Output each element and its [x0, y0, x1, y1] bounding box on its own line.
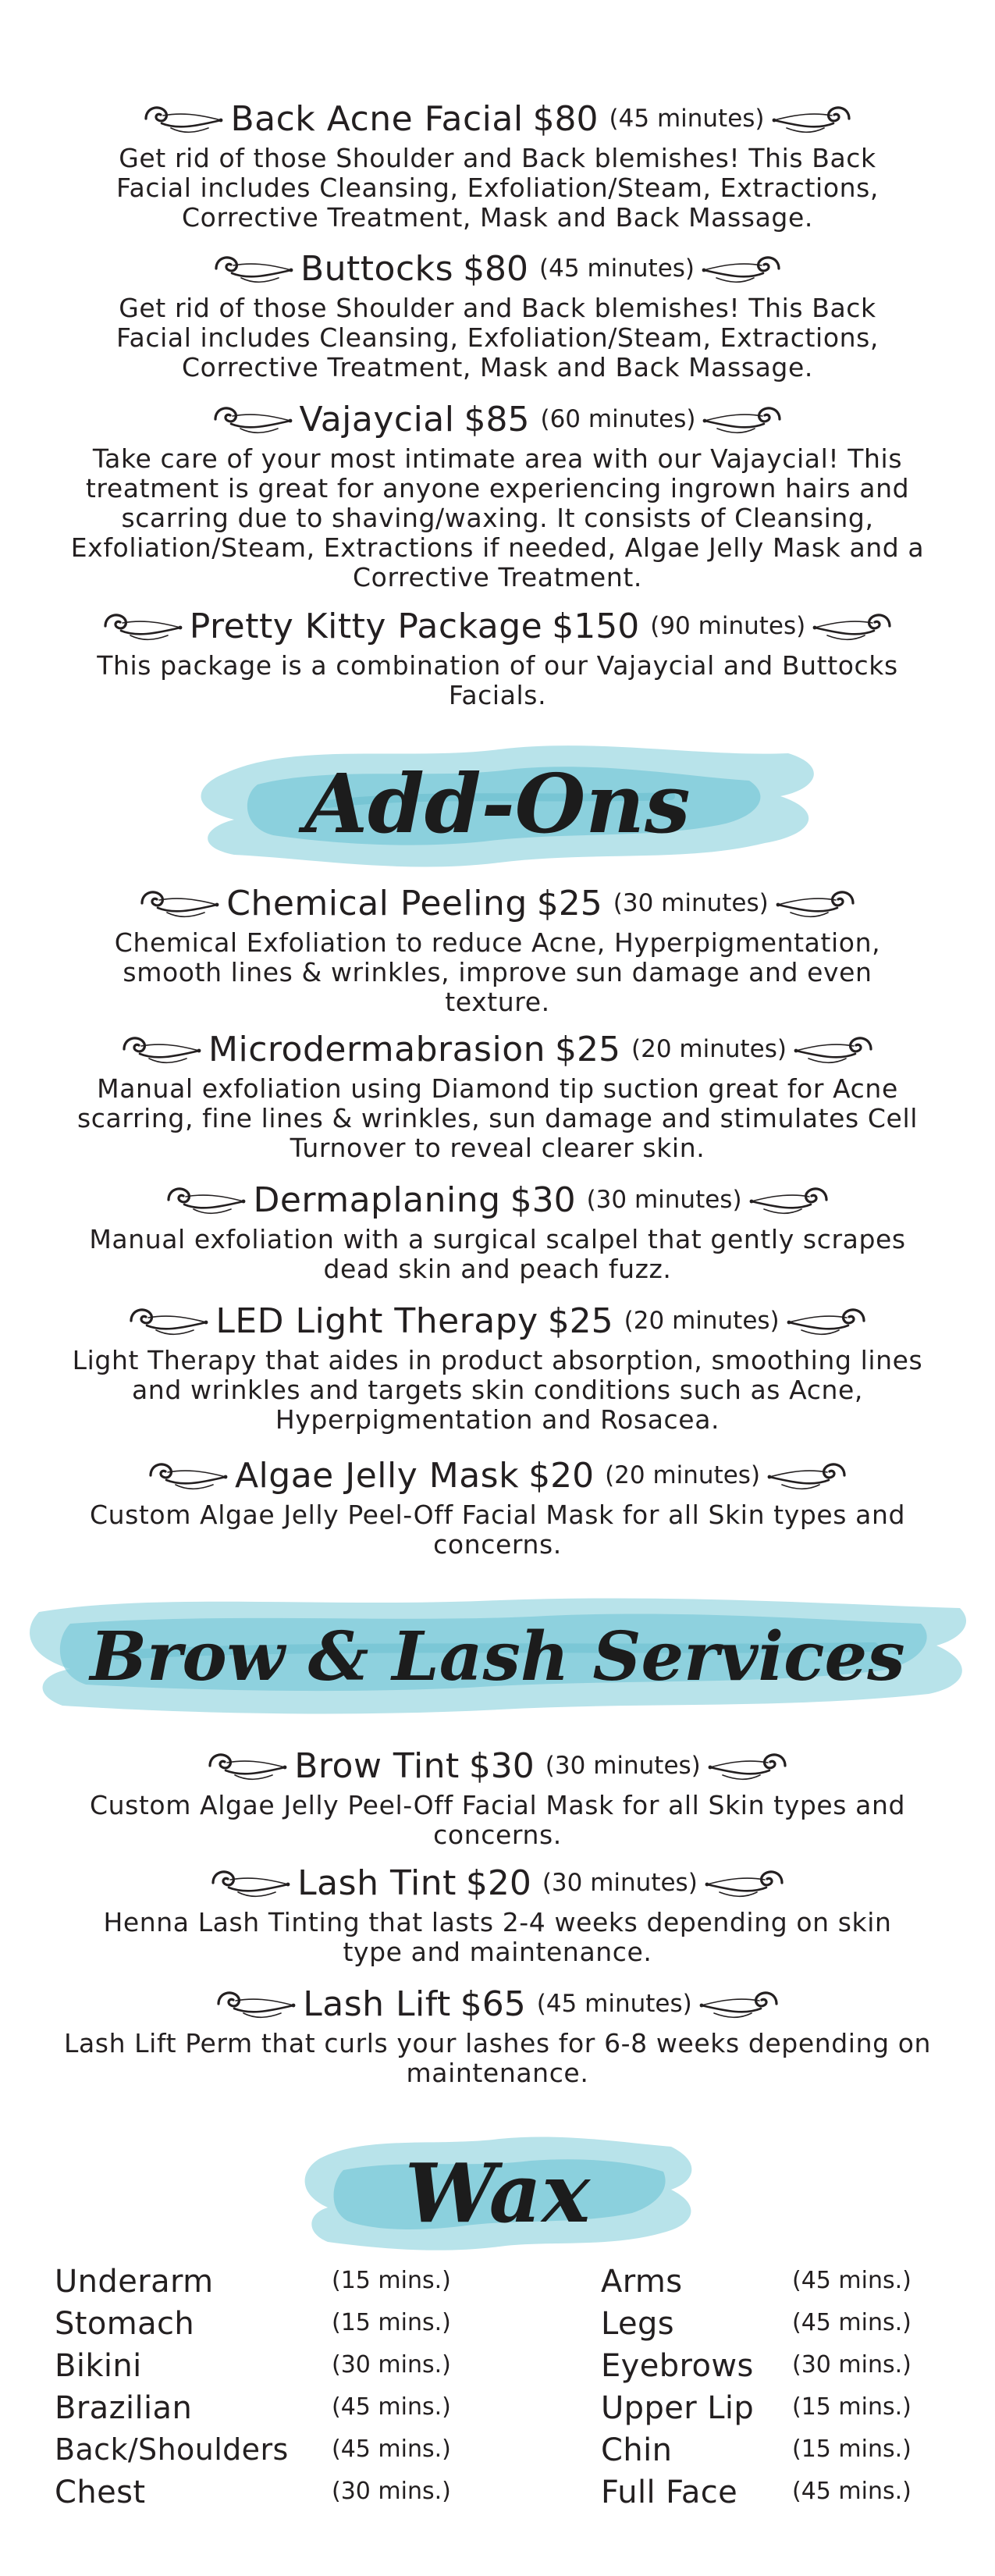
brow-lash-banner: [0, 1577, 995, 1741]
wax-item-duration: (15 mins.): [332, 2267, 451, 2294]
addons-heading: Add-Ons: [304, 756, 691, 852]
wax-item-name: Chin: [601, 2432, 673, 2468]
service-duration: (30 minutes): [613, 889, 769, 917]
flourish-left-icon: [210, 248, 296, 289]
service-name: LED Light Therapy: [215, 1300, 538, 1341]
service-dermaplaning: [0, 1175, 995, 1284]
wax-item: [55, 2475, 476, 2517]
wax-item-name: Bikini: [55, 2348, 142, 2384]
service-price: $25: [536, 883, 602, 923]
wax-banner: [0, 2115, 995, 2272]
service-description: Manual exfoliation using Diamond tip suction great for Acne scarring, fine lines & wrinkles, sun damage and stimulates Cell Turnover to reveal clearer skin.: [77, 1073, 918, 1163]
wax-item: [55, 2348, 476, 2390]
wax-item: [601, 2390, 960, 2432]
service-name: Brow Tint: [294, 1745, 460, 1786]
flourish-right-icon: [773, 883, 859, 923]
service-name: Algae Jelly Mask: [234, 1455, 520, 1496]
service-price: $85: [464, 399, 530, 439]
service-description: Custom Algae Jelly Peel-Off Facial Mask for all Skin types and concerns.: [89, 1790, 906, 1850]
wax-item-name: Back/Shoulders: [55, 2432, 289, 2467]
service-duration: (30 minutes): [545, 1752, 701, 1780]
flourish-right-icon: [702, 1863, 788, 1903]
service-price: $25: [547, 1300, 613, 1341]
service-description: Take care of your most intimate area with our Vajaycial! This treatment is great for anyone experiencing ingrown hairs and scarring due to shaving/waxing. It consists of Cleansing, Exfoliation/Steam, Extractions if needed, Algae Jelly Mask and a Corrective Treatment.: [70, 443, 925, 592]
wax-item-duration: (30 mins.): [332, 2351, 451, 2379]
flourish-right-icon: [791, 1029, 877, 1069]
service-name: Dermaplaning: [253, 1179, 501, 1220]
service-price: $20: [528, 1455, 595, 1496]
wax-item-duration: (30 mins.): [792, 2351, 911, 2379]
flourish-left-icon: [125, 1300, 211, 1341]
service-name: Lash Tint: [297, 1863, 457, 1903]
service-lash-tint: [0, 1858, 995, 1967]
service-name: Microdermabrasion: [208, 1029, 546, 1069]
wax-item-name: Brazilian: [55, 2390, 193, 2426]
wax-item-duration: (45 mins.): [792, 2267, 911, 2294]
service-description: Custom Algae Jelly Peel-Off Facial Mask for all Skin types and concerns.: [89, 1500, 906, 1560]
service-brow-tint: [0, 1741, 995, 1850]
brow-lash-heading: Brow & Lash Services: [90, 1617, 905, 1696]
flourish-right-icon: [705, 1745, 791, 1786]
service-description: This package is a combination of our Vajaycial and Buttocks Facials.: [97, 650, 898, 710]
wax-item-name: Upper Lip: [601, 2390, 755, 2426]
service-name: Buttocks: [300, 248, 454, 289]
service-price: $30: [468, 1745, 535, 1786]
flourish-left-icon: [204, 1745, 290, 1786]
wax-item: [601, 2432, 960, 2475]
wax-item-duration: (45 mins.): [332, 2435, 451, 2463]
flourish-left-icon: [118, 1029, 204, 1069]
service-duration: (20 minutes): [631, 1035, 787, 1063]
service-duration: (45 minutes): [609, 105, 765, 133]
wax-item-duration: (30 mins.): [332, 2478, 451, 2505]
wax-item-name: Full Face: [601, 2475, 738, 2510]
flourish-left-icon: [99, 606, 185, 646]
flourish-left-icon: [209, 399, 295, 439]
service-name: Lash Lift: [303, 1984, 451, 2024]
service-price: $80: [532, 98, 599, 139]
wax-heading: Wax: [404, 2145, 591, 2241]
service-duration: (30 minutes): [586, 1186, 742, 1214]
wax-item: [55, 2306, 476, 2348]
flourish-right-icon: [810, 606, 896, 646]
wax-item-duration: (45 mins.): [792, 2478, 911, 2505]
service-price: $80: [463, 248, 529, 289]
service-microdermabrasion: [0, 1024, 995, 1163]
addons-banner: [0, 718, 995, 890]
service-led-light-therapy: [0, 1296, 995, 1435]
wax-item: [601, 2306, 960, 2348]
flourish-right-icon: [769, 98, 855, 139]
wax-item: [601, 2348, 960, 2390]
wax-item: [55, 2432, 476, 2475]
service-description: Henna Lash Tinting that lasts 2-4 weeks depending on skin type and maintenance.: [103, 1907, 892, 1967]
wax-list-left: [55, 2264, 476, 2517]
service-description: Light Therapy that aides in product absorption, smoothing lines and wrinkles and targets skin conditions such as Acne, Hyperpigmentation and Rosacea.: [72, 1345, 923, 1435]
service-description: Get rid of those Shoulder and Back blemishes! This Back Facial includes Cleansing, Exfoliation/Steam, Extractions, Corrective Treatment, Mask and Back Massage.: [115, 143, 880, 233]
service-description: Manual exfoliation with a surgical scalpel that gently scrapes dead skin and peach fuzz.: [89, 1224, 906, 1284]
service-pretty-kitty-package: [0, 601, 995, 710]
flourish-right-icon: [747, 1179, 833, 1220]
flourish-right-icon: [700, 399, 786, 439]
service-duration: (45 minutes): [536, 1990, 692, 2018]
service-price: $20: [465, 1863, 531, 1903]
flourish-left-icon: [212, 1984, 298, 2024]
wax-item: [601, 2475, 960, 2517]
service-price: $25: [555, 1029, 620, 1069]
service-description: Get rid of those Shoulder and Back blemishes! This Back Facial includes Cleansing, Exfoliation/Steam, Extractions, Corrective Treatment, Mask and Back Massage.: [115, 293, 880, 382]
service-duration: (20 minutes): [624, 1307, 780, 1335]
service-duration: (20 minutes): [605, 1461, 761, 1489]
flourish-left-icon: [162, 1179, 248, 1220]
service-price: $150: [552, 606, 640, 646]
flourish-right-icon: [784, 1300, 870, 1341]
service-name: Pretty Kitty Package: [189, 606, 543, 646]
wax-item-name: Legs: [601, 2306, 675, 2342]
wax-list-right: [601, 2264, 960, 2517]
service-vajaycial: [0, 394, 995, 592]
wax-item-name: Underarm: [55, 2264, 214, 2300]
wax-item-duration: (15 mins.): [792, 2435, 911, 2463]
service-duration: (30 minutes): [542, 1869, 698, 1897]
service-back-acne-facial: [0, 94, 995, 233]
service-algae-jelly-mask: [0, 1450, 995, 1560]
flourish-right-icon: [699, 248, 785, 289]
service-duration: (90 minutes): [650, 612, 806, 640]
service-buttocks: [0, 244, 995, 382]
wax-item: [55, 2390, 476, 2432]
service-chemical-peeling: [0, 878, 995, 1017]
flourish-left-icon: [144, 1455, 230, 1496]
flourish-left-icon: [140, 98, 226, 139]
flourish-left-icon: [207, 1863, 293, 1903]
wax-item-duration: (45 mins.): [792, 2309, 911, 2336]
flourish-right-icon: [697, 1984, 783, 2024]
service-price: $65: [460, 1984, 526, 2024]
wax-item-name: Eyebrows: [601, 2348, 754, 2384]
service-name: Back Acne Facial: [230, 98, 524, 139]
wax-item-name: Arms: [601, 2264, 683, 2300]
service-description: Chemical Exfoliation to reduce Acne, Hyperpigmentation, smooth lines & wrinkles, improve sun damage and even texture.: [114, 927, 881, 1017]
wax-item: [601, 2264, 960, 2306]
service-lash-lift: [0, 1979, 995, 2088]
flourish-left-icon: [136, 883, 222, 923]
wax-item-duration: (15 mins.): [792, 2393, 911, 2421]
wax-item-name: Chest: [55, 2475, 146, 2510]
service-name: Vajaycial: [299, 399, 455, 439]
service-description: Lash Lift Perm that curls your lashes for 6-8 weeks depending on maintenance.: [63, 2028, 932, 2088]
wax-item-duration: (45 mins.): [332, 2393, 451, 2421]
wax-item-name: Stomach: [55, 2306, 195, 2342]
wax-item-duration: (15 mins.): [332, 2309, 451, 2336]
wax-item: [55, 2264, 476, 2306]
service-duration: (45 minutes): [539, 254, 695, 283]
service-name: Chemical Peeling: [226, 883, 528, 923]
service-duration: (60 minutes): [540, 405, 696, 433]
flourish-right-icon: [765, 1455, 851, 1496]
service-price: $30: [510, 1179, 576, 1220]
